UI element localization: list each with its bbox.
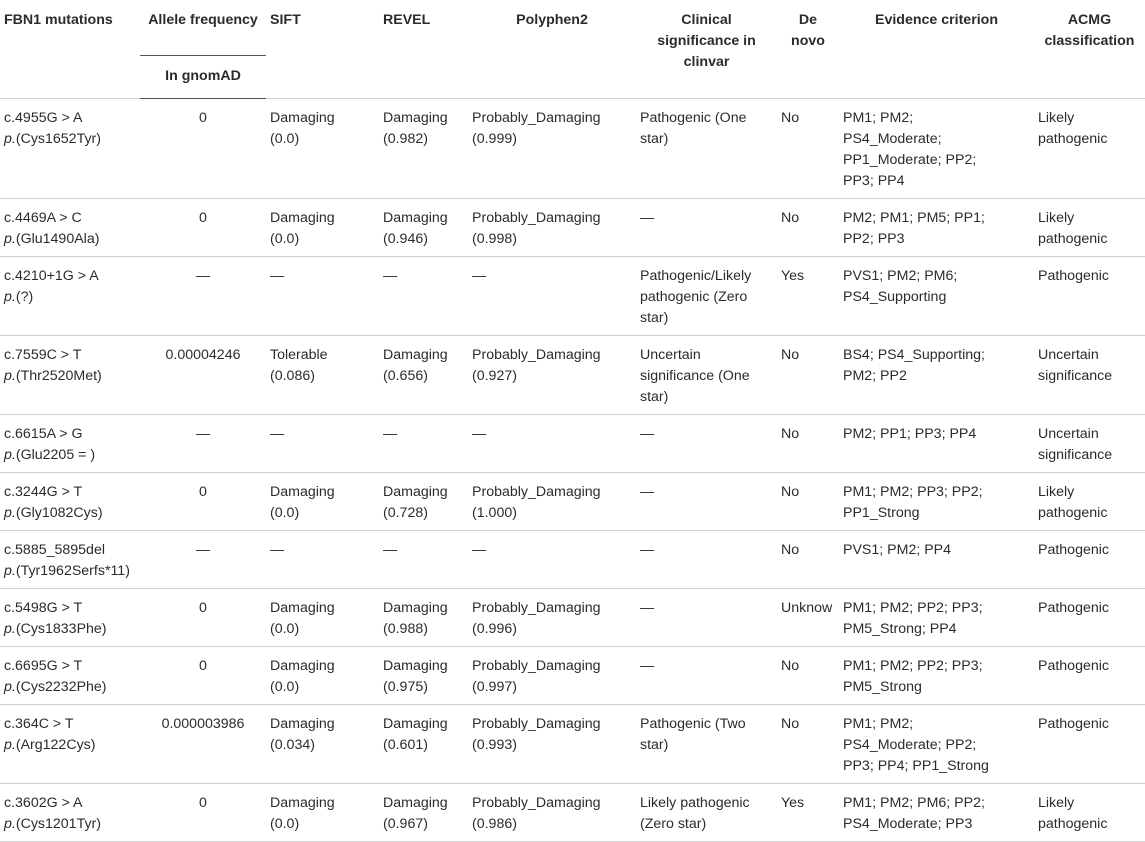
acmg-cell — [1034, 473, 1145, 531]
polyphen-cell-line: Probably_Damaging — [472, 795, 601, 811]
header-clinvar: Clinical significance in clinvar — [657, 12, 756, 70]
acmg-cell — [1034, 531, 1145, 589]
evidence-cell-line: PS4_Moderate; — [843, 131, 942, 147]
header-evidence: Evidence criterion — [874, 12, 998, 28]
sift-cell-line: (0.0) — [270, 621, 300, 637]
de-novo-cell: Yes — [777, 784, 839, 842]
acmg-cell-line: Likely — [1038, 110, 1075, 126]
header-sift: SIFT — [270, 12, 301, 28]
revel-cell — [367, 473, 468, 531]
protein-change — [4, 561, 136, 582]
polyphen-cell — [468, 99, 636, 199]
protein-change — [4, 287, 136, 308]
revel-cell-line: Damaging — [383, 110, 448, 126]
clinvar-cell-line: Pathogenic (One — [640, 110, 747, 126]
polyphen-cell-line: (1.000) — [472, 505, 517, 521]
clinvar-cell-line: Likely pathogenic — [640, 795, 750, 811]
evidence-cell — [839, 336, 1034, 415]
clinvar-cell-line: (Zero star) — [640, 816, 707, 832]
clinvar-cell — [636, 473, 777, 531]
gnomad-cell: 0.000003986 — [140, 705, 266, 784]
revel-cell-line: — — [383, 426, 398, 442]
evidence-cell-line: PP1_Strong — [843, 505, 920, 521]
evidence-cell — [839, 784, 1034, 842]
table-row — [0, 336, 1145, 415]
protein-change — [4, 677, 136, 698]
cdna-change: c.5885_5895del — [4, 542, 105, 558]
polyphen-cell-line: Probably_Damaging — [472, 484, 601, 500]
acmg-cell-line: Pathogenic — [1038, 542, 1109, 558]
revel-cell-line: Damaging — [383, 600, 448, 616]
header-polyphen: Polyphen2 — [516, 12, 588, 28]
sift-cell — [266, 531, 367, 589]
sift-cell — [266, 257, 367, 336]
cdna-change: c.7559C > T — [4, 347, 82, 363]
revel-cell — [367, 589, 468, 647]
clinvar-cell-line: — — [640, 542, 655, 558]
acmg-cell-line: Uncertain — [1038, 347, 1099, 363]
gnomad-cell: 0 — [140, 784, 266, 842]
protein-value: (?) — [15, 289, 34, 305]
polyphen-cell-line: (0.993) — [472, 737, 517, 753]
protein-change — [4, 366, 136, 387]
polyphen-cell-line: (0.999) — [472, 131, 517, 147]
table-row — [0, 415, 1145, 473]
table-row — [0, 531, 1145, 589]
de-novo-cell: No — [777, 647, 839, 705]
evidence-cell — [839, 473, 1034, 531]
protein-change — [4, 735, 136, 756]
mutation-cell — [0, 415, 140, 473]
sift-cell-line: Damaging — [270, 716, 335, 732]
clinvar-cell-line: star) — [640, 131, 669, 147]
de-novo-cell: No — [777, 531, 839, 589]
protein-prefix: p. — [4, 447, 16, 463]
cdna-change: c.3244G > T — [4, 484, 83, 500]
protein-value: (Thr2520Met) — [15, 368, 102, 384]
acmg-cell-line: Likely — [1038, 795, 1075, 811]
mutation-cell — [0, 257, 140, 336]
gnomad-cell: 0 — [140, 473, 266, 531]
polyphen-cell — [468, 784, 636, 842]
clinvar-cell — [636, 705, 777, 784]
acmg-cell-line: significance — [1038, 368, 1113, 384]
de-novo-cell: Yes — [777, 257, 839, 336]
table-row — [0, 199, 1145, 257]
mutation-cell — [0, 647, 140, 705]
evidence-cell-line: PM2; PP1; PP3; PP4 — [843, 426, 977, 442]
mutation-cell — [0, 99, 140, 199]
protein-prefix: p. — [4, 231, 16, 247]
protein-value: (Glu1490Ala) — [15, 231, 100, 247]
mutation-cell — [0, 336, 140, 415]
header-gnomad: In gnomAD — [140, 56, 266, 99]
polyphen-cell-line: Probably_Damaging — [472, 347, 601, 363]
sift-cell-line: Tolerable — [270, 347, 328, 363]
polyphen-cell-line: Probably_Damaging — [472, 110, 601, 126]
protein-value: (Arg122Cys) — [15, 737, 96, 753]
de-novo-cell: No — [777, 473, 839, 531]
polyphen-cell-line: Probably_Damaging — [472, 658, 601, 674]
evidence-cell-line: PM1; PM2; PP2; PP3; — [843, 600, 983, 616]
sift-cell-line: (0.0) — [270, 131, 300, 147]
acmg-cell — [1034, 199, 1145, 257]
polyphen-cell — [468, 336, 636, 415]
protein-value: (Tyr1962Serfs*11) — [15, 563, 130, 579]
sift-cell-line: (0.0) — [270, 505, 300, 521]
revel-cell — [367, 257, 468, 336]
evidence-cell-line: PP1_Moderate; PP2; — [843, 152, 977, 168]
protein-change — [4, 229, 136, 250]
revel-cell — [367, 647, 468, 705]
revel-cell-line: Damaging — [383, 484, 448, 500]
sift-cell-line: (0.086) — [270, 368, 315, 384]
table-row — [0, 99, 1145, 199]
polyphen-cell-line: — — [472, 542, 487, 558]
protein-value: (Cys2232Phe) — [15, 679, 107, 695]
mutation-cell — [0, 589, 140, 647]
evidence-cell-line: PP2; PP3 — [843, 231, 905, 247]
clinvar-cell-line: — — [640, 484, 655, 500]
polyphen-cell-line: (0.997) — [472, 679, 517, 695]
header-de-novo: De novo — [791, 12, 825, 49]
table-row — [0, 705, 1145, 784]
revel-cell-line: Damaging — [383, 658, 448, 674]
polyphen-cell — [468, 531, 636, 589]
evidence-cell-line: PM2; PM1; PM5; PP1; — [843, 210, 985, 226]
protein-change — [4, 129, 136, 150]
evidence-cell-line: PP3; PP4; PP1_Strong — [843, 758, 989, 774]
clinvar-cell-line: Pathogenic (Two — [640, 716, 746, 732]
revel-cell — [367, 336, 468, 415]
polyphen-cell-line: Probably_Damaging — [472, 600, 601, 616]
acmg-cell — [1034, 257, 1145, 336]
clinvar-cell-line: Pathogenic/Likely — [640, 268, 752, 284]
mutation-cell — [0, 784, 140, 842]
sift-cell-line: Damaging — [270, 795, 335, 811]
revel-cell-line: — — [383, 542, 398, 558]
clinvar-cell — [636, 415, 777, 473]
polyphen-cell — [468, 199, 636, 257]
cdna-change: c.364C > T — [4, 716, 74, 732]
sift-cell — [266, 784, 367, 842]
revel-cell-line: Damaging — [383, 210, 448, 226]
revel-cell — [367, 99, 468, 199]
evidence-cell-line: PVS1; PM2; PP4 — [843, 542, 952, 558]
sift-cell-line: — — [270, 542, 285, 558]
sift-cell-line: (0.0) — [270, 679, 300, 695]
polyphen-cell — [468, 705, 636, 784]
protein-prefix: p. — [4, 737, 16, 753]
acmg-cell-line: Pathogenic — [1038, 268, 1109, 284]
sift-cell-line: Damaging — [270, 658, 335, 674]
clinvar-cell — [636, 199, 777, 257]
revel-cell — [367, 531, 468, 589]
cdna-change: c.5498G > T — [4, 600, 83, 616]
sift-cell — [266, 589, 367, 647]
protein-change — [4, 503, 136, 524]
evidence-cell-line: PM1; PM2; PP2; PP3; — [843, 658, 983, 674]
clinvar-cell-line: — — [640, 658, 655, 674]
cdna-change: c.3602G > A — [4, 795, 83, 811]
clinvar-cell-line: pathogenic (Zero — [640, 289, 748, 305]
sift-cell-line: — — [270, 268, 285, 284]
revel-cell-line: (0.728) — [383, 505, 428, 521]
table-header — [0, 0, 1145, 99]
clinvar-cell-line: — — [640, 426, 655, 442]
gnomad-cell: — — [140, 415, 266, 473]
gnomad-cell: 0 — [140, 589, 266, 647]
header-mutation: FBN1 mutations — [4, 12, 113, 28]
clinvar-cell — [636, 336, 777, 415]
sift-cell-line: (0.0) — [270, 816, 300, 832]
acmg-cell — [1034, 99, 1145, 199]
revel-cell-line: (0.656) — [383, 368, 428, 384]
evidence-cell — [839, 705, 1034, 784]
revel-cell-line: (0.988) — [383, 621, 428, 637]
polyphen-cell-line: (0.998) — [472, 231, 517, 247]
gnomad-cell: 0 — [140, 647, 266, 705]
de-novo-cell: No — [777, 199, 839, 257]
protein-prefix: p. — [4, 679, 16, 695]
sift-cell — [266, 705, 367, 784]
sift-cell — [266, 647, 367, 705]
header-acmg: ACMG classification — [1044, 12, 1135, 49]
revel-cell-line: Damaging — [383, 347, 448, 363]
acmg-cell-line: Uncertain — [1038, 426, 1099, 442]
cdna-change: c.4955G > A — [4, 110, 83, 126]
evidence-cell — [839, 531, 1034, 589]
revel-cell-line: (0.946) — [383, 231, 428, 247]
polyphen-cell-line: (0.996) — [472, 621, 517, 637]
evidence-cell-line: PS4_Supporting — [843, 289, 947, 305]
clinvar-cell-line: star) — [640, 737, 669, 753]
evidence-cell-line: PVS1; PM2; PM6; — [843, 268, 958, 284]
protein-change — [4, 445, 136, 466]
polyphen-cell — [468, 473, 636, 531]
table-row — [0, 647, 1145, 705]
mutation-cell — [0, 531, 140, 589]
evidence-cell-line: PM1; PM2; — [843, 716, 914, 732]
polyphen-cell-line: — — [472, 268, 487, 284]
cdna-change: c.6615A > G — [4, 426, 83, 442]
acmg-cell — [1034, 415, 1145, 473]
revel-cell-line: (0.982) — [383, 131, 428, 147]
header-revel: REVEL — [383, 12, 431, 28]
acmg-cell-line: pathogenic — [1038, 231, 1108, 247]
acmg-cell-line: Pathogenic — [1038, 716, 1109, 732]
clinvar-cell-line: — — [640, 210, 655, 226]
polyphen-cell-line: Probably_Damaging — [472, 716, 601, 732]
clinvar-cell — [636, 99, 777, 199]
de-novo-cell: No — [777, 99, 839, 199]
polyphen-cell-line: — — [472, 426, 487, 442]
protein-prefix: p. — [4, 816, 16, 832]
table-row — [0, 473, 1145, 531]
protein-value: (Cys1833Phe) — [15, 621, 107, 637]
acmg-cell — [1034, 705, 1145, 784]
acmg-cell-line: significance — [1038, 447, 1113, 463]
clinvar-cell — [636, 257, 777, 336]
revel-cell — [367, 199, 468, 257]
revel-cell-line: Damaging — [383, 716, 448, 732]
cdna-change: c.6695G > T — [4, 658, 83, 674]
gnomad-cell: 0.00004246 — [140, 336, 266, 415]
protein-change — [4, 814, 136, 835]
clinvar-cell — [636, 784, 777, 842]
evidence-cell-line: PM1; PM2; PP3; PP2; — [843, 484, 983, 500]
sift-cell-line: (0.034) — [270, 737, 315, 753]
acmg-cell — [1034, 336, 1145, 415]
revel-cell — [367, 415, 468, 473]
protein-prefix: p. — [4, 621, 16, 637]
clinvar-cell-line: star) — [640, 389, 669, 405]
sift-cell — [266, 415, 367, 473]
protein-value: (Cys1652Tyr) — [15, 131, 101, 147]
evidence-cell-line: PS4_Moderate; PP3 — [843, 816, 973, 832]
sift-cell-line: Damaging — [270, 600, 335, 616]
acmg-cell-line: Pathogenic — [1038, 658, 1109, 674]
protein-prefix: p. — [4, 131, 16, 147]
sift-cell-line: Damaging — [270, 210, 335, 226]
evidence-cell-line: BS4; PS4_Supporting; — [843, 347, 985, 363]
de-novo-cell: Unknow — [777, 589, 839, 647]
revel-cell-line: (0.601) — [383, 737, 428, 753]
sift-cell — [266, 199, 367, 257]
protein-prefix: p. — [4, 289, 16, 305]
polyphen-cell-line: Probably_Damaging — [472, 210, 601, 226]
evidence-cell-line: PM5_Strong — [843, 679, 922, 695]
revel-cell — [367, 705, 468, 784]
acmg-cell-line: pathogenic — [1038, 816, 1108, 832]
evidence-cell-line: PM1; PM2; — [843, 110, 914, 126]
sift-cell-line: — — [270, 426, 285, 442]
revel-cell — [367, 784, 468, 842]
evidence-cell — [839, 589, 1034, 647]
clinvar-cell — [636, 531, 777, 589]
table-row — [0, 784, 1145, 842]
gnomad-cell: — — [140, 257, 266, 336]
polyphen-cell-line: (0.986) — [472, 816, 517, 832]
polyphen-cell — [468, 257, 636, 336]
protein-prefix: p. — [4, 563, 16, 579]
mutation-cell — [0, 473, 140, 531]
clinvar-cell-line: Uncertain — [640, 347, 701, 363]
polyphen-cell — [468, 647, 636, 705]
protein-change — [4, 619, 136, 640]
evidence-cell — [839, 647, 1034, 705]
revel-cell-line: Damaging — [383, 795, 448, 811]
protein-value: (Gly1082Cys) — [15, 505, 103, 521]
de-novo-cell: No — [777, 705, 839, 784]
gnomad-cell: — — [140, 531, 266, 589]
sift-cell-line: Damaging — [270, 110, 335, 126]
protein-prefix: p. — [4, 505, 16, 521]
polyphen-cell — [468, 415, 636, 473]
evidence-cell-line: PS4_Moderate; PP2; — [843, 737, 977, 753]
acmg-cell — [1034, 784, 1145, 842]
mutation-cell — [0, 199, 140, 257]
revel-cell-line: — — [383, 268, 398, 284]
clinvar-cell-line: significance (One — [640, 368, 750, 384]
sift-cell-line: Damaging — [270, 484, 335, 500]
sift-cell-line: (0.0) — [270, 231, 300, 247]
table-body — [0, 99, 1145, 842]
polyphen-cell — [468, 589, 636, 647]
header-allele-frequency: Allele frequency — [140, 0, 266, 56]
acmg-cell-line: Pathogenic — [1038, 600, 1109, 616]
protein-value: (Cys1201Tyr) — [15, 816, 101, 832]
acmg-cell-line: pathogenic — [1038, 505, 1108, 521]
table-row — [0, 257, 1145, 336]
de-novo-cell: No — [777, 415, 839, 473]
revel-cell-line: (0.967) — [383, 816, 428, 832]
clinvar-cell — [636, 647, 777, 705]
gnomad-cell: 0 — [140, 99, 266, 199]
evidence-cell — [839, 257, 1034, 336]
polyphen-cell-line: (0.927) — [472, 368, 517, 384]
evidence-cell — [839, 415, 1034, 473]
evidence-cell-line: PM5_Strong; PP4 — [843, 621, 957, 637]
mutation-cell — [0, 705, 140, 784]
evidence-cell — [839, 199, 1034, 257]
clinvar-cell — [636, 589, 777, 647]
protein-prefix: p. — [4, 368, 16, 384]
table-row — [0, 589, 1145, 647]
acmg-cell-line: Likely — [1038, 484, 1075, 500]
evidence-cell-line: PP3; PP4 — [843, 173, 905, 189]
evidence-cell-line: PM1; PM2; PM6; PP2; — [843, 795, 985, 811]
clinvar-cell-line: star) — [640, 310, 669, 326]
acmg-cell — [1034, 589, 1145, 647]
evidence-cell — [839, 99, 1034, 199]
cdna-change: c.4469A > C — [4, 210, 82, 226]
gnomad-cell: 0 — [140, 199, 266, 257]
acmg-cell — [1034, 647, 1145, 705]
protein-value: (Glu2205 = ) — [15, 447, 96, 463]
clinvar-cell-line: — — [640, 600, 655, 616]
evidence-cell-line: PM2; PP2 — [843, 368, 907, 384]
sift-cell — [266, 473, 367, 531]
acmg-cell-line: Likely — [1038, 210, 1075, 226]
cdna-change: c.4210+1G > A — [4, 268, 99, 284]
de-novo-cell: No — [777, 336, 839, 415]
sift-cell — [266, 99, 367, 199]
acmg-cell-line: pathogenic — [1038, 131, 1108, 147]
revel-cell-line: (0.975) — [383, 679, 428, 695]
sift-cell — [266, 336, 367, 415]
